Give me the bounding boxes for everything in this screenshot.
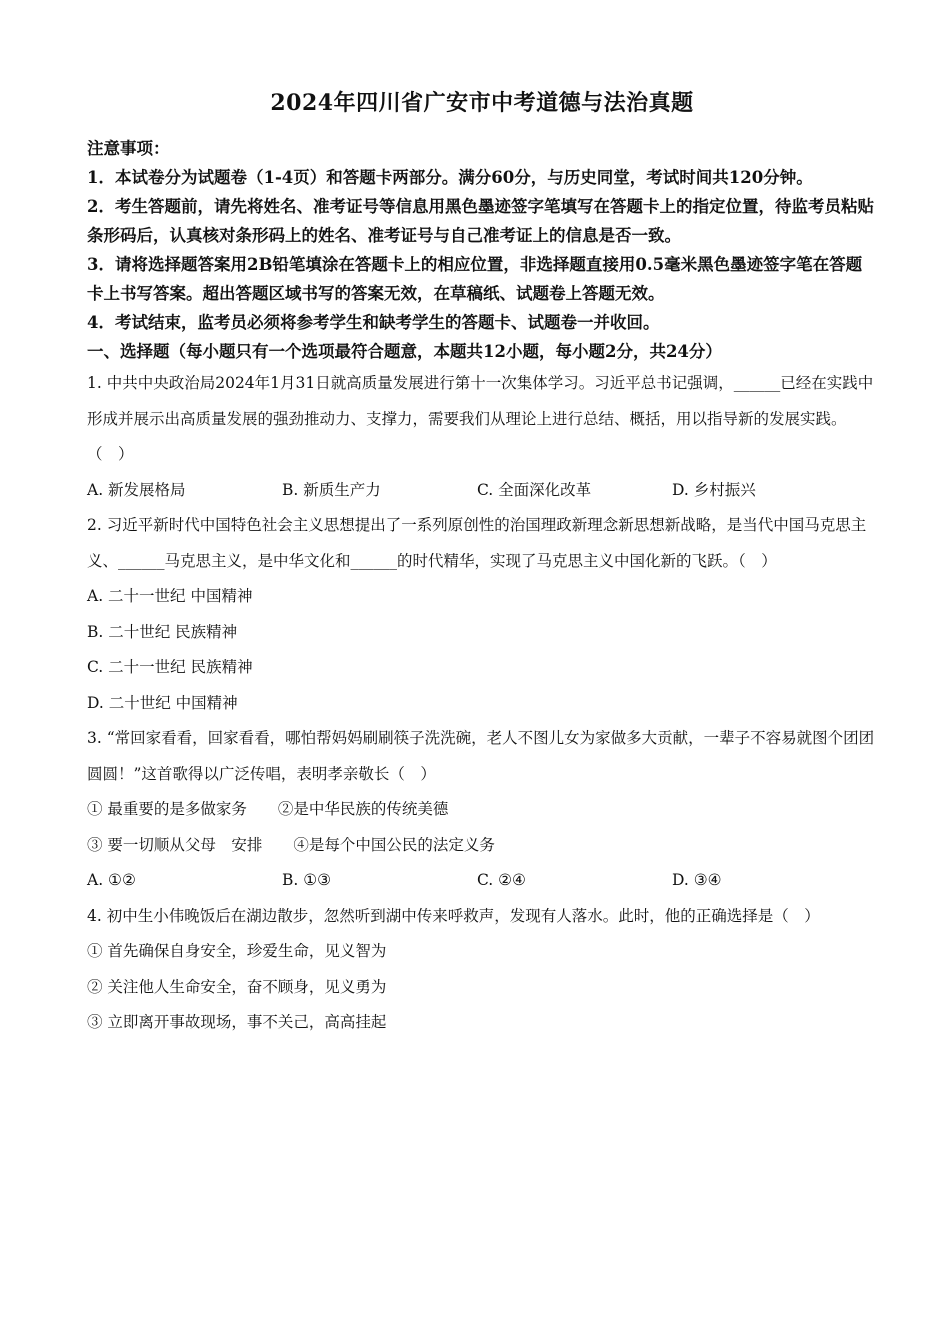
notice-item-3: 3．请将选择题答案用2B铅笔填涂在答题卡上的相应位置，非选择题直接用0.5毫米黑色墨迹签字笔在答题卡上书写答案。超出答题区域书写的答案无效，在草稿纸、试题卷上答题无效。 [87, 255, 863, 303]
statement-3: ③ 立即离开事故现场，事不关己，高高挂起 [87, 1013, 387, 1031]
notice-section [87, 134, 877, 337]
options-row [87, 473, 877, 509]
question-4 [87, 899, 877, 1041]
option-c: C. 全面深化改革 [477, 480, 592, 499]
option-d: D. 二十世纪 中国精神 [87, 693, 238, 712]
question-2 [87, 508, 877, 721]
statement-1: ① 首先确保自身安全，珍爱生命，见义智为 [87, 942, 387, 960]
option-a: A. ①② [87, 871, 136, 889]
question-stem: 1. 中共中央政治局2024年1月31日就高质量发展进行第十一次集体学习。习近平总书记强调，______已经在实践中形成并展示出高质量发展的强劲推动力、支撑力，需要我们从理论上进行总结、概括，用以指导新的发展实践。（ ） [87, 374, 874, 463]
statement-line-2: ③ 要一切顺从父母 安排 ④是每个中国公民的法定义务 [87, 835, 495, 854]
notice-heading: 注意事项： [87, 139, 170, 158]
section-heading: 一、选择题（每小题只有一个选项最符合题意，本题共12小题，每小题2分，共24分） [87, 342, 722, 361]
question-1 [87, 366, 877, 508]
option-b: B. 新质生产力 [282, 480, 381, 499]
statement-2: ② 关注他人生命安全，奋不顾身，见义勇为 [87, 977, 387, 996]
option-d: D. ③④ [672, 871, 722, 889]
options-row [87, 863, 877, 899]
option-d: D. 乡村振兴 [672, 480, 756, 499]
notice-item-1: 1．本试卷分为试题卷（1-4页）和答题卡两部分。满分60分，与历史同堂，考试时间共120分钟。 [87, 168, 813, 187]
page-title: 2024年四川省广安市中考道德与法治真题 [270, 90, 694, 116]
option-a: A. 新发展格局 [87, 480, 186, 499]
option-a: A. 二十一世纪 中国精神 [87, 587, 253, 605]
question-stem: 4. 初中生小伟晚饭后在湖边散步，忽然听到湖中传来呼救声，发现有人落水。此时，他的正确选择是（ ） [87, 906, 820, 925]
notice-item-4: 4．考试结束，监考员必须将参考学生和缺考学生的答题卡、试题卷一并收回。 [87, 313, 660, 332]
notice-item-2: 2．考生答题前，请先将姓名、准考证号等信息用黑色墨迹签字笔填写在答题卡上的指定位置，待监考员粘贴条形码后，认真核对条形码上的姓名、准考证号与自己准考证上的信息是否一致。 [87, 197, 874, 245]
option-b: B. ①③ [282, 871, 332, 889]
option-b: B. 二十世纪 民族精神 [87, 622, 238, 641]
statement-line-1: ① 最重要的是多做家务 ②是中华民族的传统美德 [87, 800, 449, 818]
option-c: C. ②④ [477, 871, 526, 889]
question-stem: 3. “常回家看看，回家看看，哪怕帮妈妈刷刷筷子洗洗碗，老人不图儿女为家做多大贡献，一辈子不容易就图个团团圆圆！”这首歌得以广泛传唱，表明孝亲敬长（ ） [87, 729, 875, 783]
option-c: C. 二十一世纪 民族精神 [87, 658, 253, 676]
question-3 [87, 721, 877, 899]
question-stem: 2. 习近平新时代中国特色社会主义思想提出了一系列原创性的治国理政新理念新思想新战略，是当代中国马克思主义、______马克思主义，是中华文化和______的时代精华，实现了马克思主义中国化新的飞跃。（ ） [87, 516, 867, 570]
exam-page [87, 88, 877, 1041]
